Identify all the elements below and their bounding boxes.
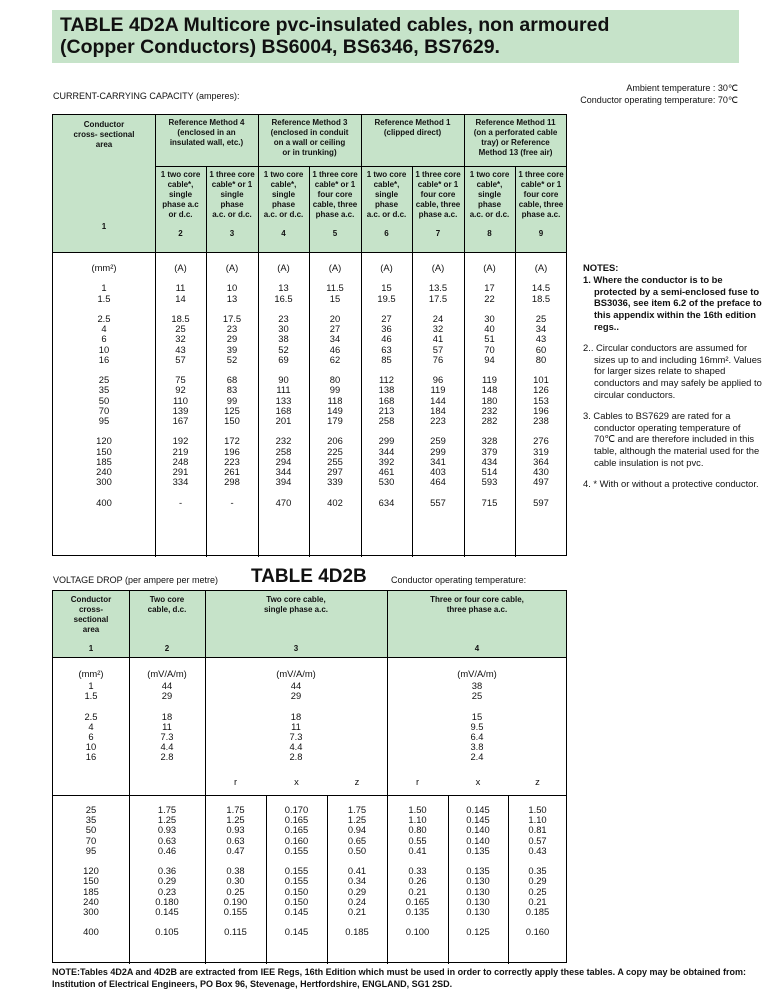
title-band: [52, 10, 739, 63]
t2-col1-header: Conductor cross- sectional area: [70, 595, 112, 634]
t1-col-number: 1: [101, 222, 107, 231]
t2-col2-header: Two core cable, d.c.: [147, 595, 187, 614]
t2-lower-x-three: 0.145 0.145 0.140 0.140 0.135 0.135 0.130 0.130 0.130 0.130 0.125: [466, 804, 490, 938]
t2-lower-dc: 1.75 1.25 0.93 0.63 0.46 0.36 0.29 0.23 0.180 0.145 0.105: [155, 804, 179, 938]
t1-data-column: (A) 13 16.5 23 30 38 52 69 90 111 133 168 201 232 258 294 344 394 470: [274, 262, 293, 508]
t2-upper-single: 44 29 18 11 7.3 4.4 2.8: [289, 680, 303, 763]
t2-col3-header: Two core cable, single phase a.c.: [263, 595, 329, 614]
t1-data-column: (A) 11 14 18.5 25 32 43 57 75 92 110 139 167 192 219 248 291 334 -: [171, 262, 190, 508]
t1-sub-header: 1 two core cable*, single phase a.c. or d.c.: [366, 170, 407, 219]
t2-unit-three: (mV/A/m): [457, 668, 497, 679]
t1-sub-header: 1 three core cable* or 1 single phase a.c. or d.c.: [209, 170, 255, 219]
note-3: 3. Cables to BS7629 are rated for a conductor operating temperature of 70℃ and are therefore included in this table, although the material used for the cable insulation is not pvc.: [583, 409, 760, 468]
note-2: 2.. Circular conductors are assumed for sizes up to and including 16mm². Values for larger sizes relate to shaped conductors and may safely be applied to circular conductors.: [583, 341, 762, 400]
footer-note: NOTE:Tables 4D2A and 4D2B are extracted from IEE Regs, 16th Edition which must be used in order to correctly apply these tables. A copy may be obtained from: Institution of Electrical Engineers, PO Box 96, Stevenage, Hertfordshire, ENGLAND, SG1 2SD.: [52, 967, 746, 989]
t2-rxz-label: r: [233, 776, 238, 787]
t1-col-number: 2: [178, 229, 183, 238]
note-4: 4. * With or without a protective conductor.: [583, 477, 759, 489]
t1-col1-header: Conductor cross- sectional area: [73, 120, 135, 149]
t2-col-number: 4: [474, 644, 480, 653]
t2-upper-dc: 44 29 18 11 7.3 4.4 2.8: [160, 680, 174, 763]
t2-col4-header: Three or four core cable, three phase a.c.: [430, 595, 524, 614]
t2-rxz-label: r: [415, 776, 420, 787]
notes-heading: NOTES:: [583, 262, 619, 273]
t1-col-number: 6: [384, 229, 389, 238]
t2-lower-r-single: 1.75 1.25 0.93 0.63 0.47 0.38 0.30 0.25 0.190 0.155 0.115: [223, 804, 248, 938]
notes-panel: [583, 262, 763, 499]
t2-unit-single: (mV/A/m): [276, 668, 316, 679]
t2-col-number: 1: [88, 644, 94, 653]
t2-rxz-label: z: [354, 776, 360, 787]
t1-data-column: (A) 14.5 18.5 25 34 43 60 80 101 126 153 196 238 276 319 364 430 497 597: [531, 262, 551, 508]
t2-upper-three: 38 25 15 9.5 6.4 3.8 2.4: [470, 680, 484, 763]
voltage-drop-caption: VOLTAGE DROP (per ampere per metre): [53, 575, 219, 585]
t1-data-column: (A) 11.5 15 20 27 34 46 62 80 99 118 149 179 206 225 255 297 339 402: [326, 262, 344, 508]
t2-col-number: 3: [293, 644, 299, 653]
t1-col-number: 5: [332, 229, 338, 238]
t2-lower-z-single: 1.75 1.25 0.94 0.65 0.50 0.41 0.34 0.29 0.24 0.21 0.185: [345, 804, 369, 938]
t1-data-column: (A) 13.5 17.5 24 32 41 57 76 96 119 144 184 223 259 299 341 403 464 557: [428, 262, 448, 508]
t2-col-number: 2: [164, 644, 170, 653]
t1-sub-header: 1 three core cable* or 1 four core cable, three phase a.c.: [415, 170, 461, 219]
note-1: 1. Where the conductor is to be protected by a semi-enclosed fuse to BS3036, see item 6.2 of the preface to this appendix within the 16th edition regs..: [583, 273, 762, 332]
t2-upper-area: 1 1.5 2.5 4 6 10 16: [84, 680, 98, 763]
t1-data-column: (A) 15 19.5 27 36 46 63 85 112 138 168 213 258 299 344 392 461 530 634: [377, 262, 396, 508]
t2-unit-area: (mm²): [78, 668, 104, 679]
current-capacity-caption: CURRENT-CARRYING CAPACITY (amperes):: [53, 91, 240, 101]
t2-unit-dc: (mV/A/m): [147, 668, 187, 679]
t2-lower-x-single: 0.170 0.165 0.165 0.160 0.155 0.155 0.155 0.150 0.150 0.145 0.145: [284, 804, 309, 938]
t1-data-column: (A) 17 22 30 40 51 70 94 119 148 180 232 282 328 379 434 514 593 715: [481, 262, 498, 508]
table-4d2b-title: TABLE 4D2B: [251, 566, 367, 587]
table-4d2a: [52, 114, 567, 556]
t1-sub-header: 1 three core cable* or 1 four core cable, three phase a.c.: [518, 170, 564, 219]
t1-col-number: 9: [538, 229, 544, 238]
t1-sub-header: 1 two core cable*, single phase a.c. or d.c.: [469, 170, 510, 219]
t2-rxz-label: z: [535, 776, 540, 787]
t1-sub-header: 1 two core cable*, single phase a.c or d.c.: [160, 170, 201, 219]
t1-col-number: 7: [435, 229, 441, 238]
t2-lower-area: 25 35 50 70 95 120 150 185 240 300 400: [83, 804, 99, 938]
t2-operating-temperature: Conductor operating temperature:: [391, 575, 527, 585]
page-title-line1: TABLE 4D2A Multicore pvc-insulated cables, non armoured: [60, 14, 610, 36]
t1-data-column: (A) 10 13 17.5 23 29 39 52 68 83 99 125 150 172 196 223 261 298 -: [222, 262, 242, 508]
ambient-temperature: Ambient temperature : 30℃: [626, 83, 738, 93]
t1-col-number: 3: [229, 229, 235, 238]
t1-sub-header: 1 three core cable* or 1 four core cable, three phase a.c.: [312, 170, 358, 219]
t2-rxz-label: x: [475, 776, 481, 787]
page-title-line2: (Copper Conductors) BS6004, BS6346, BS7629.: [60, 36, 500, 58]
t1-method-header: Reference Method 11 (on a perforated cable tray) or Reference Method 13 (free air): [473, 118, 558, 157]
t2-lower-r-three: 1.50 1.10 0.80 0.55 0.41 0.33 0.26 0.21 0.165 0.135 0.100: [405, 804, 430, 938]
t1-sub-header: 1 two core cable*, single phase a.c. or d.c.: [263, 170, 304, 219]
t2-rxz-label: x: [294, 776, 299, 787]
t1-col-number: 4: [281, 229, 286, 238]
t1-method-header: Reference Method 1 (clipped direct): [374, 118, 451, 137]
t2-lower-z-three: 1.50 1.10 0.81 0.57 0.43 0.35 0.29 0.25 0.21 0.185 0.160: [525, 804, 550, 938]
t1-method-header: Reference Method 4 (enclosed in an insulated wall, etc.): [168, 118, 245, 147]
table-4d2b: [52, 590, 567, 963]
t1-col-number: 8: [487, 229, 492, 238]
t1-data-column-area: (mm²) 1 1.5 2.5 4 6 10 16 25 35 50 70 95 120 150 185 240 300 400: [91, 262, 117, 508]
operating-temperature: Conductor operating temperature: 70℃: [580, 95, 738, 105]
t1-method-header: Reference Method 3 (enclosed in conduit on a wall or ceiling or in trunking): [270, 118, 349, 157]
